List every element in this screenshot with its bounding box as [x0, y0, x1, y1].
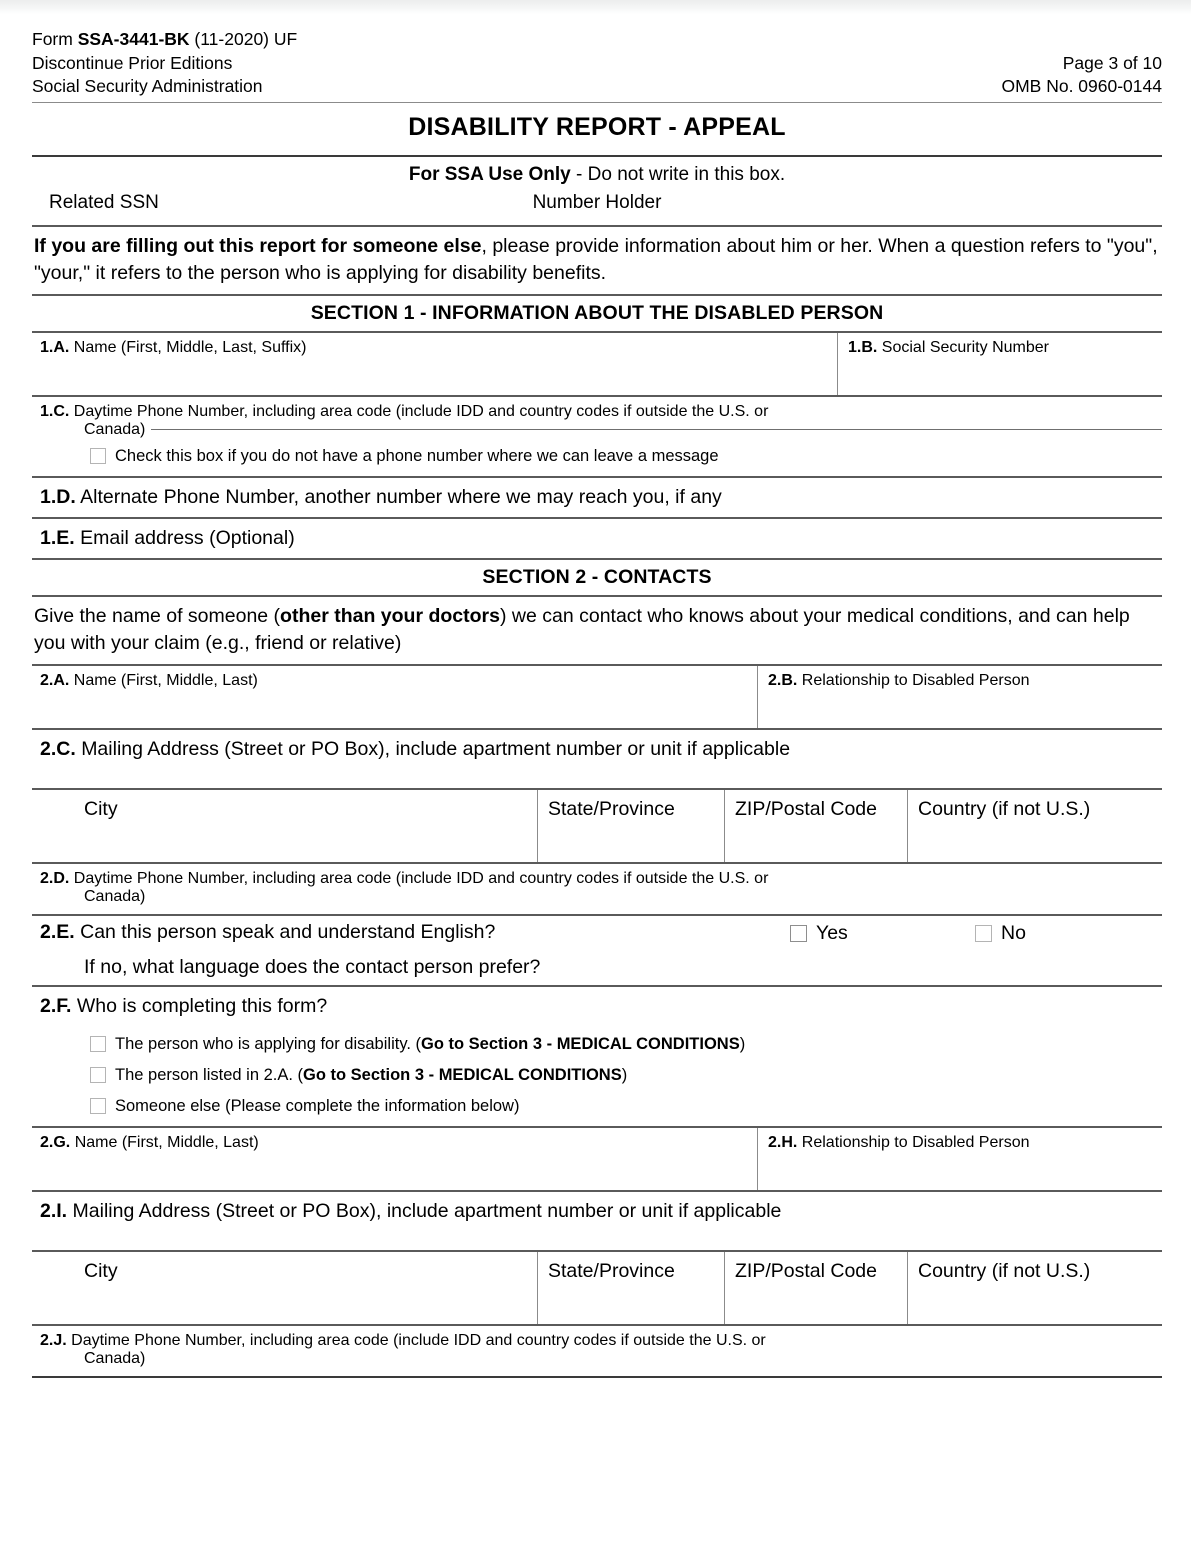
- no-phone-checkbox-label: Check this box if you do not have a phone number where we can leave a message: [115, 447, 719, 465]
- discontinue-prior-editions: Discontinue Prior Editions: [32, 52, 233, 73]
- question-1b-label: Social Security Number: [881, 339, 1049, 356]
- q2f-opt0-bold: Go to Section 3 - MEDICAL CONDITIONS: [421, 1035, 740, 1053]
- address-zip-label: ZIP/Postal Code: [735, 798, 877, 820]
- section-2-intro-part1: Give the name of someone (: [34, 605, 281, 627]
- question-1c-checkbox-wrap: [32, 443, 1162, 476]
- question-2i-content: [32, 1192, 1162, 1231]
- question-1d-content: [32, 478, 1162, 517]
- question-2f: [32, 987, 1162, 1026]
- question-2g-2h-row: [32, 1128, 1162, 1190]
- question-1e-content: [32, 519, 1162, 558]
- q2f-opt0-after: ): [739, 1035, 746, 1053]
- question-2f-option-applicant-label: [115, 1033, 745, 1055]
- question-2e-label: Can this person speak and understand English?: [80, 921, 496, 943]
- question-1d-number: 1.D.: [40, 486, 76, 508]
- question-2e-yes-row[interactable]: [790, 922, 848, 944]
- page-number: Page 3 of 10: [1062, 52, 1162, 73]
- question-2b-number: 2.B.: [768, 672, 798, 689]
- question-2d-label-line2: Canada): [84, 888, 146, 905]
- number-holder-label: Number Holder: [532, 192, 662, 213]
- question-2h[interactable]: [757, 1128, 1162, 1190]
- question-1d[interactable]: [32, 478, 1162, 517]
- page-top-band: [0, 0, 1191, 14]
- preparer-address-zip-label: ZIP/Postal Code: [735, 1260, 877, 1282]
- question-1e-number: 1.E.: [40, 527, 75, 549]
- question-2e-number: 2.E.: [40, 921, 75, 943]
- question-1e-label: Email address (Optional): [80, 527, 295, 549]
- question-2i-number: 2.I.: [40, 1200, 68, 1222]
- question-2f-option-contact-checkbox[interactable]: [90, 1067, 106, 1083]
- question-1c-phone-input-line[interactable]: [151, 429, 1162, 430]
- question-2f-number: 2.F.: [40, 995, 72, 1017]
- form-header: [32, 28, 1162, 102]
- question-1c[interactable]: [32, 397, 1162, 443]
- question-2j-line2: [40, 1350, 1162, 1368]
- address-city-cell[interactable]: [32, 790, 537, 862]
- question-2f-option-contact-label: [115, 1064, 627, 1086]
- no-phone-checkbox-row[interactable]: [90, 445, 1162, 467]
- form-header-left: [32, 28, 297, 99]
- preparer-address-state-cell[interactable]: [537, 1252, 724, 1324]
- address-state-cell[interactable]: [537, 790, 724, 862]
- question-2f-option-someone-else[interactable]: [90, 1095, 1162, 1117]
- form-bottom-divider: [32, 1376, 1162, 1378]
- question-2c-label: Mailing Address (Street or PO Box), include apartment number or unit if applicable: [81, 738, 791, 760]
- question-2f-option-someone-else-checkbox[interactable]: [90, 1098, 106, 1114]
- question-2e-yes-label: Yes: [816, 922, 848, 944]
- question-1a-label: Name (First, Middle, Last, Suffix): [73, 339, 307, 356]
- question-2e-no-option[interactable]: [975, 922, 1026, 944]
- omb-number: OMB No. 0960-0144: [1001, 76, 1162, 96]
- question-2a[interactable]: [32, 666, 757, 728]
- ssa-3441-bk-form: [32, 28, 1162, 1378]
- question-2a-number: 2.A.: [40, 672, 70, 689]
- address-country-cell[interactable]: [907, 790, 1162, 862]
- question-2e-no-checkbox[interactable]: [975, 925, 992, 942]
- question-2g-label: Name (First, Middle, Last): [74, 1134, 259, 1151]
- question-2h-label: Relationship to Disabled Person: [801, 1134, 1030, 1151]
- question-1c-line1: [40, 403, 1162, 421]
- form-header-right: [1001, 52, 1162, 99]
- preparer-address-city-label: City: [84, 1260, 118, 1282]
- preparer-address-state-label: State/Province: [548, 1260, 675, 1282]
- question-2b[interactable]: [757, 666, 1162, 728]
- form-number-line: [32, 28, 297, 52]
- question-2f-label: Who is completing this form?: [76, 995, 328, 1017]
- preparer-address-country-cell[interactable]: [907, 1252, 1162, 1324]
- preparer-address-city-cell[interactable]: [32, 1252, 537, 1324]
- question-1e[interactable]: [32, 519, 1162, 558]
- question-2e-followup[interactable]: If no, what language does the contact person prefer?: [84, 956, 541, 978]
- question-2a-2b-row: [32, 666, 1162, 728]
- question-2f-option-applicant-checkbox[interactable]: [90, 1036, 106, 1052]
- section-1-heading: SECTION 1 - INFORMATION ABOUT THE DISABLED PERSON: [310, 302, 884, 324]
- question-2i[interactable]: [32, 1192, 1162, 1250]
- question-2d-line2: [40, 888, 1162, 906]
- contact-address-table: [32, 790, 1162, 862]
- ssa-use-only-rest: - Do not write in this box.: [570, 164, 786, 185]
- section-2-heading: SECTION 2 - CONTACTS: [482, 566, 712, 588]
- question-2f-options: [32, 1026, 1162, 1126]
- question-2f-option-someone-else-label: [115, 1095, 519, 1117]
- question-2d[interactable]: [32, 864, 1162, 914]
- no-phone-checkbox[interactable]: [90, 448, 106, 464]
- question-1a-number: 1.A.: [40, 339, 70, 356]
- question-2c-number: 2.C.: [40, 738, 76, 760]
- q2f-opt0-before: The person who is applying for disability. (: [115, 1035, 422, 1053]
- question-2e-content: [40, 921, 495, 944]
- related-ssn-label: Related SSN: [49, 192, 159, 213]
- question-2j-label-line2: Canada): [84, 1350, 146, 1367]
- form-edition: (11-2020) UF: [189, 29, 298, 49]
- question-2j-label-line1: Daytime Phone Number, including area code (include IDD and country codes if outside the U.S. or: [71, 1332, 766, 1349]
- question-2e-yes-checkbox[interactable]: [790, 925, 807, 942]
- address-state-label: State/Province: [548, 798, 675, 820]
- ssa-use-fields-row: [32, 189, 1162, 225]
- question-2e-no-row[interactable]: [975, 922, 1026, 944]
- intro-paragraph: [32, 227, 1162, 294]
- ssa-use-only-bold: For SSA Use Only: [408, 164, 571, 185]
- question-2c[interactable]: [32, 730, 1162, 788]
- address-zip-cell[interactable]: [724, 790, 907, 862]
- question-2a-label: Name (First, Middle, Last): [73, 672, 258, 689]
- question-2d-line1: [40, 870, 1162, 888]
- question-2g-number: 2.G.: [40, 1134, 71, 1151]
- section-2-intro-part2: ) we can contact who knows about your medical conditions, and can help you with your claim (e.g., friend or relative): [34, 605, 1130, 654]
- question-2i-label: Mailing Address (Street or PO Box), include apartment number or unit if applicable: [72, 1200, 782, 1222]
- section-2-intro-bold: other than your doctors: [280, 605, 500, 627]
- preparer-address-table: [32, 1252, 1162, 1324]
- question-1a[interactable]: [32, 333, 837, 395]
- question-2h-number: 2.H.: [768, 1134, 798, 1151]
- agency-name: Social Security Administration: [32, 76, 263, 96]
- preparer-address-country-label: Country (if not U.S.): [918, 1260, 1091, 1282]
- question-2f-option-contact[interactable]: [90, 1064, 1162, 1086]
- question-2e: [32, 916, 1162, 952]
- question-1b-number: 1.B.: [848, 339, 878, 356]
- address-city-label: City: [84, 798, 118, 820]
- question-2c-content: [32, 730, 1162, 769]
- page-title: DISABILITY REPORT - APPEAL: [408, 113, 786, 141]
- question-1d-label: Alternate Phone Number, another number where we may reach you, if any: [80, 486, 722, 508]
- q2f-opt2-before: Someone else (Please complete the information below): [115, 1097, 520, 1115]
- section-2-intro: [32, 597, 1162, 664]
- question-1c-label-line2: Canada): [84, 421, 146, 438]
- question-2e-no-label: No: [1001, 922, 1026, 944]
- question-2j-line1: [40, 1332, 1162, 1350]
- question-1c-number: 1.C.: [40, 403, 70, 420]
- q2f-opt1-before: The person listed in 2.A. (: [115, 1066, 304, 1084]
- ssa-use-only-notice: [32, 157, 1162, 189]
- question-2b-label: Relationship to Disabled Person: [801, 672, 1030, 689]
- question-2f-option-applicant[interactable]: [90, 1033, 1162, 1055]
- question-2f-content: [32, 987, 1162, 1026]
- question-2g[interactable]: [32, 1128, 757, 1190]
- question-2j-number: 2.J.: [40, 1332, 67, 1349]
- q2f-opt1-after: ): [621, 1066, 628, 1084]
- question-2d-label-line1: Daytime Phone Number, including area code (include IDD and country codes if outside the U.S. or: [73, 870, 769, 887]
- preparer-address-zip-cell[interactable]: [724, 1252, 907, 1324]
- address-country-label: Country (if not U.S.): [918, 798, 1091, 820]
- question-2j[interactable]: [32, 1326, 1162, 1376]
- question-1b[interactable]: [837, 333, 1162, 395]
- form-prefix-text: Form: [32, 29, 78, 49]
- question-2d-number: 2.D.: [40, 870, 70, 887]
- intro-rest: , please provide information about him or her. When a question refers to "you", "your," it refers to the person who is applying for disability benefits.: [34, 235, 1158, 284]
- question-2e-yes-option[interactable]: [790, 922, 848, 944]
- intro-bold-lead: If you are filling out this report for someone else: [34, 235, 482, 257]
- question-1c-line2: [40, 421, 1162, 439]
- q2f-opt1-bold: Go to Section 3 - MEDICAL CONDITIONS: [303, 1066, 622, 1084]
- question-1c-label-line1: Daytime Phone Number, including area code (include IDD and country codes if outside the U.S. or: [73, 403, 769, 420]
- form-number: SSA-3441-BK: [77, 29, 190, 49]
- question-1a-1b-row: [32, 333, 1162, 395]
